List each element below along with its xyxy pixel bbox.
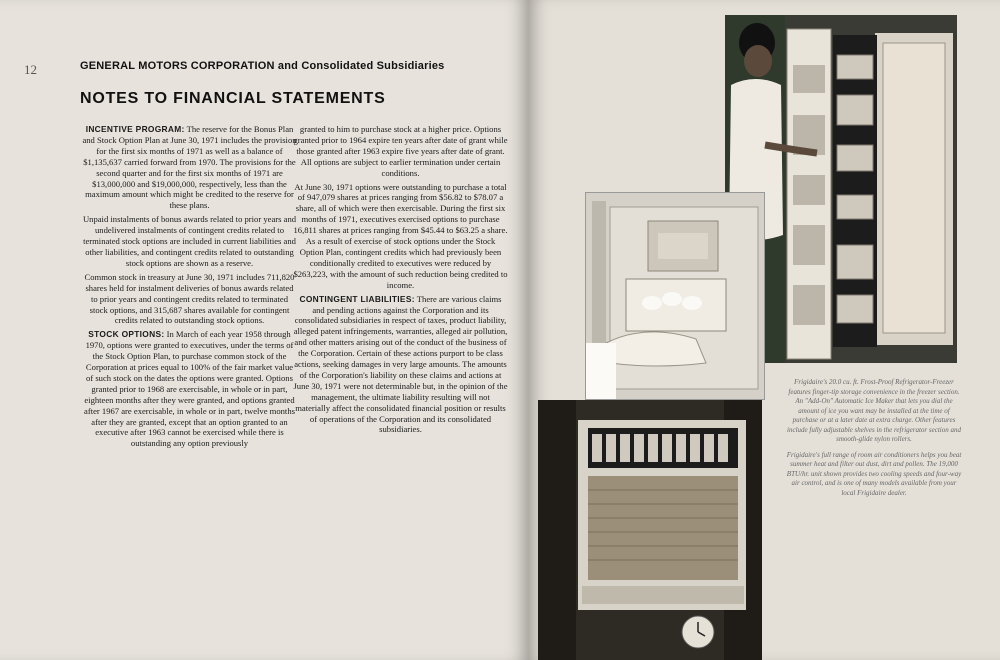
page-number: 12 (24, 62, 37, 77)
incentive-paragraph-3: Common stock in treasury at June 30, 1971 includes 711,820 shares held for instalment deliveries of bonus awards related to prior years and contingent credits related to terminated stock options, and 315,687 shares available for contingent credits related to outstanding stock options. (84, 271, 295, 326)
air-conditioner-caption: Frigidaire's full range of room air conditioners helps you beat summer heat and filter out dust, dirt and pollen. The 19,000 BTU/hr. unit shown provides two cooling speeds and four-way air control, and is one of many models available from your local Frigidaire dealer. (786, 450, 962, 497)
stock-heading: STOCK OPTIONS: (88, 329, 165, 340)
incentive-paragraph-1 (82, 124, 297, 211)
contingent-paragraph (293, 294, 508, 436)
section-title: NOTES TO FINANCIAL STATEMENTS (80, 90, 386, 107)
running-head: GENERAL MOTORS CORPORATION and Consolidated Subsidiaries (80, 60, 445, 72)
stock-paragraph-1-continued: granted to him to purchase stock at a higher price. Options granted prior to 1964 expire ten years after date of grant while those granted after 1963 expire five years after date of grant. All options are subject to earlier termination under certain conditions. (293, 124, 508, 178)
stock-paragraph-1 (82, 329, 297, 449)
contingent-heading: CONTINGENT LIABILITIES: (299, 293, 415, 304)
air-conditioner-photo (538, 400, 762, 660)
refrigerator-caption: Frigidaire's 20.0 cu. ft. Frost-Proof Refrigerator-Freezer features finger-tip storage convenience in the freezer section. An "Add-On" Automatic Ice Maker that lets you dial the amount of ice you want may be installed at the time of purchase or at a later date at extra charge. Other features include fully adjustable shelves in the refrigerator section and smooth-glide nylon rollers. (787, 378, 961, 443)
text-column-right (293, 124, 508, 438)
incentive-paragraph-2: Unpaid instalments of bonus awards related to prior years and undelivered instalments of contingent credits related to terminated stock options are included in current liabilities and other liabilities, and contingent credits related to outstanding stock options are shown as a reserve. (82, 214, 297, 268)
photo-captions (785, 378, 963, 504)
text-column-left (82, 124, 297, 452)
ice-maker-photo (585, 192, 765, 400)
stock-text-1: In March of each year 1958 through 1970, options were granted to executives, under the terms of the Stock Option Plan, to purchase common stock of the Corporation at prices equal to 100% of the fair market value of such stock on the dates the options were granted. Options granted prior to 1968 are exercisable, in whole or in part, eighteen months after they were granted, and options granted after 1967 are exercisable, in whole or in part, twelve months after they are granted, except that an option granted to an executive after 1963 cannot be exercised while there is outstanding any option previously (84, 329, 295, 449)
contingent-text: There are various claims and pending actions against the Corporation and its consolidated subsidiaries in respect of taxes, product liability, alleged patent infringements, warranties, alleged air pollution, and other matters arising out of the conduct of the business of the Corporation. Certain of these actions purport to be class actions, seeking damages in very large amounts. The amounts of the Corporation's liability on these claims and actions at June 30, 1971 were not determinable but, in the opinion of the management, the ultimate liability resulting will not materially affect the consolidated financial position or results of operations of the Corporation and its consolidated subsidiaries. (293, 293, 508, 435)
stock-paragraph-2: At June 30, 1971 options were outstanding to purchase a total of 947,079 shares at prices ranging from $56.82 to $78.07 a share, all of which were then exercisable. During the first six months of 1971, executives exercised options to purchase 16,811 shares at prices ranging from $45.44 to $63.25 a share. As a result of exercise of stock options under the Stock Option Plan, contingent credits which had previously been conditionally credited to executives were reduced by $263,223, with the amount of such reduction being credited to income. (293, 181, 508, 290)
incentive-text-1: The reserve for the Bonus Plan and Stock Option Plan at June 30, 1971 includes the provision for the first six months of 1971 as well as a balance of $1,135,637 carried forward from 1970. The provisions for the second quarter and for the first six months of 1971 are $13,000,000 and $19,000,000, respectively, less than the maximum amount which might be credited to the reserve for these plans. (82, 124, 297, 211)
incentive-heading: INCENTIVE PROGRAM: (85, 124, 185, 134)
